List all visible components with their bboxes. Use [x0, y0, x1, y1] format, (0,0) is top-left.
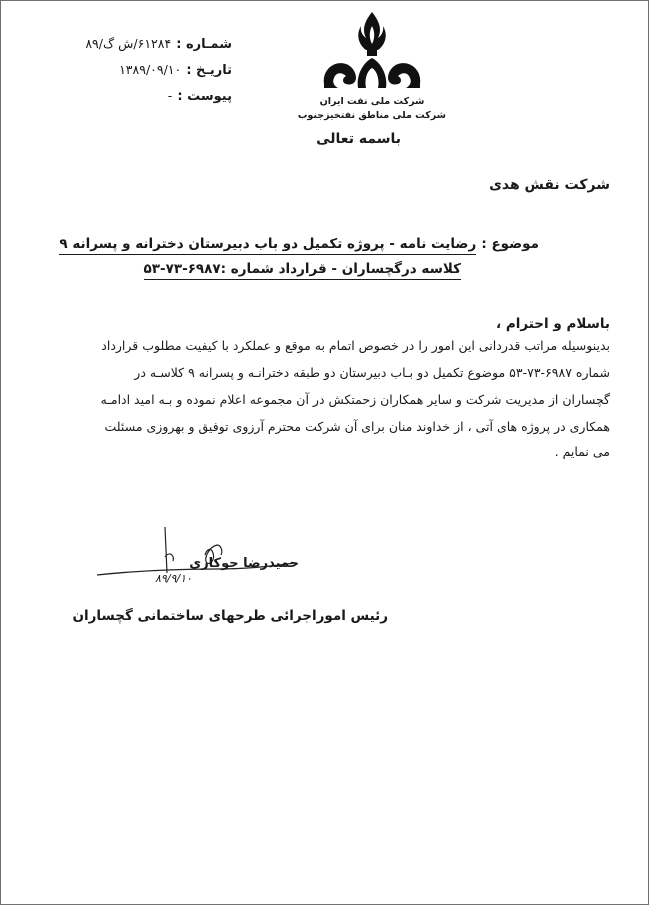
- body-line: گچساران از مدیریت شرکت و سایر همکاران زحمتکش در آن مجموعه اعلام نموده و بـه امید ادامـه: [100, 392, 610, 407]
- subject-label: موضوع :: [481, 236, 539, 252]
- letter-number-row: [85, 33, 232, 52]
- attachment-label: پیوست :: [177, 89, 232, 104]
- letter-date-label: تاریـخ :: [186, 63, 232, 78]
- letter-date-row: [119, 59, 232, 78]
- letter-number-value: ۶۱۲۸۴/ش گ/۸۹: [85, 36, 172, 51]
- subject-line-1: [59, 233, 539, 252]
- signatory-name: حمیدرضا جوکاری: [189, 556, 299, 571]
- body-line: می نمایم .: [554, 444, 610, 459]
- greeting: باسلام و احترام ،: [496, 316, 610, 332]
- subsidiary-name: شرکت ملی مناطق نفتخیزجنوب: [297, 110, 446, 121]
- subject-text-1: رضایت نامه - پروژه تکمیل دو باب دبیرستان دخترانه و پسرانه ۹: [59, 236, 476, 255]
- attachment-row: [168, 85, 232, 104]
- recipient: شرکت نقش هدی: [489, 177, 610, 193]
- letter-date-value: ۱۳۸۹/۰۹/۱۰: [119, 62, 182, 77]
- flame-logo-icon: [312, 8, 432, 90]
- subject-text-2: کلاسه درگچساران - قرارداد شماره :۶۹۸۷-۷۳-۵۳: [144, 261, 462, 280]
- letter-number-label: شمـاره :: [176, 37, 232, 52]
- signature-date: ۸۹/۹/۱۰: [155, 572, 192, 585]
- signatory-title: رئیس اموراجرائی طرحهای ساختمانی گچساران: [72, 608, 388, 624]
- body-line: شماره ۶۹۸۷-۷۳-۵۳ موضوع تکمیل دو بـاب دبیرستان دو طبقه دخترانـه و پسرانه ۹ کلاسـه در: [134, 365, 610, 380]
- body-line: بدینوسیله مراتب قدردانی این امور را در خصوص اتمام به موقع و عملکرد با کیفیت مطلوب قرارداد: [101, 338, 610, 353]
- company-name: شرکت ملی نفت ایران: [319, 96, 425, 107]
- subject-line-2: [144, 258, 462, 277]
- body-line: همکاری در پروژه های آتی ، از خداوند منان برای آن شرکت محترم آرزوی توفیق و بهروزی مسئلت: [104, 419, 610, 434]
- basmeh-heading: باسمه تعالی: [316, 131, 401, 147]
- nioc-logo: [312, 8, 432, 90]
- attachment-value: -: [167, 88, 173, 103]
